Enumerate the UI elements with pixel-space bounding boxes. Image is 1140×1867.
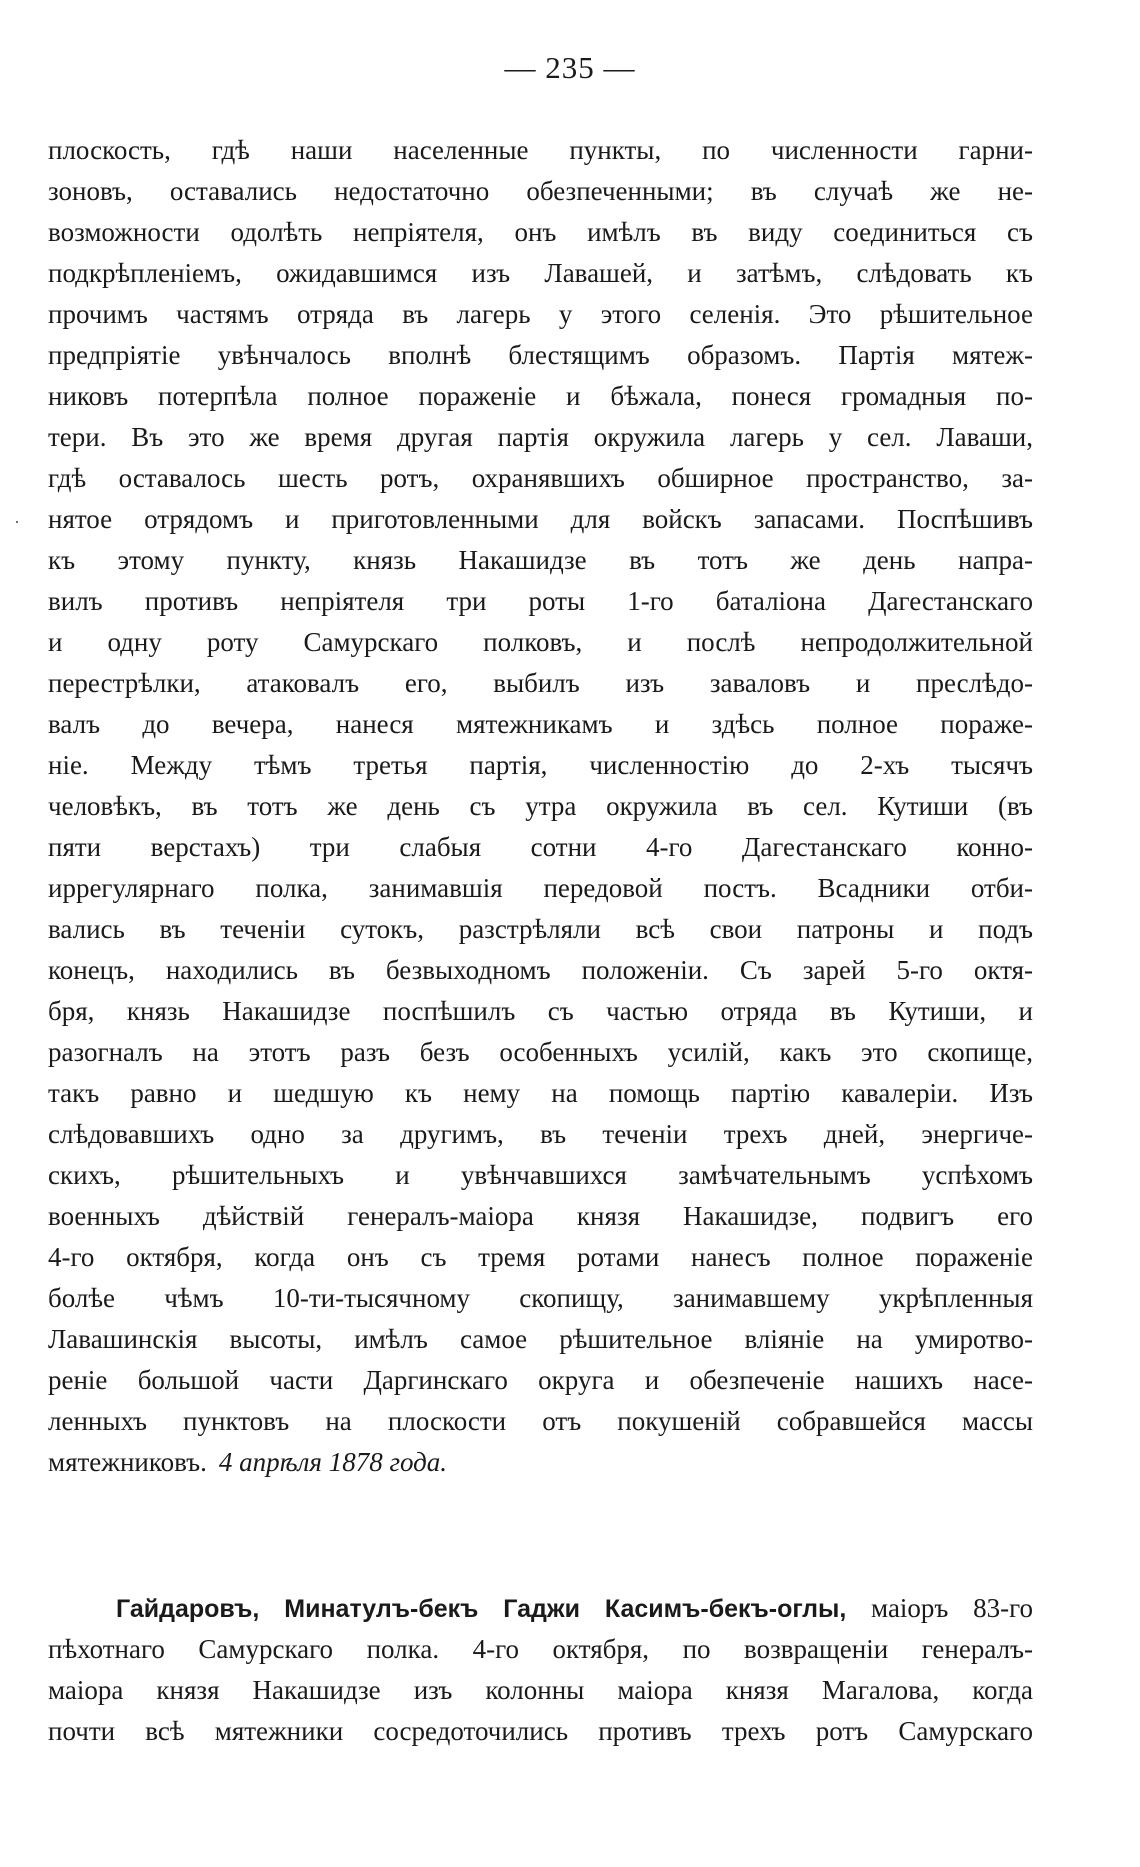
entry-name: Гайдаровъ, Минатулъ-бекъ Гаджи Касимъ-бекъ-оглы, <box>116 1595 847 1623</box>
text-line: перестрѣлки, атаковалъ его, выбилъ изъ заваловъ и преслѣдо- <box>48 668 1033 698</box>
text-line: гдѣ оставалось шесть ротъ, охранявшихъ обширное пространство, за- <box>48 463 1033 493</box>
text-line: зоновъ, оставались недостаточно обезпеченными; въ случаѣ же не- <box>48 176 1033 206</box>
text-line: пѣхотнаго Самурскаго полка. 4-го октября, по возвращеніи генералъ- <box>48 1634 1033 1664</box>
paragraph-continuation <box>48 130 1033 1483</box>
text-line: разогналъ на этотъ разъ безъ особенныхъ усилій, какъ это скопище, <box>48 1037 1033 1067</box>
text-line: подкрѣпленіемъ, ожидавшимся изъ Лавашей, и затѣмъ, слѣдовать къ <box>48 258 1033 288</box>
text-line: ніе. Между тѣмъ третья партія, численностію до 2-хъ тысячъ <box>48 750 1033 780</box>
entry-rank: маіоръ 83-го <box>871 1593 1033 1623</box>
text-line: тери. Въ это же время другая партія окружила лагерь у сел. Лаваши, <box>48 422 1033 452</box>
text-line: къ этому пункту, князь Накашидзе въ тотъ же день напра- <box>48 545 1033 575</box>
text-line: прочимъ частямъ отряда въ лагерь у этого селенія. Это рѣшительное <box>48 299 1033 329</box>
text-line: возможности одолѣть непріятеля, онъ имѣлъ въ виду соединиться съ <box>48 217 1033 247</box>
text-line: слѣдовавшихъ одно за другимъ, въ теченіи трехъ дней, энергиче- <box>48 1119 1033 1149</box>
text-line: конецъ, находились въ безвыходномъ положеніи. Съ зарей 5-го октя- <box>48 955 1033 985</box>
text-line: иррегулярнаго полка, занимавшія передовой постъ. Всадники отби- <box>48 873 1033 903</box>
text-line: никовъ потерпѣла полное пораженіе и бѣжала, понеся громадныя по- <box>48 381 1033 411</box>
text-line: плоскость, гдѣ наши населенные пункты, по численности гарни- <box>48 135 1033 165</box>
text-line: такъ равно и шедшую къ нему на помощь партію кавалеріи. Изъ <box>48 1078 1033 1108</box>
text-line: ленныхъ пунктовъ на плоскости отъ покушеній собравшейся массы <box>48 1406 1033 1436</box>
page-number: — 235 — <box>504 50 636 85</box>
entry-date: 4 апрѣля 1878 года. <box>218 1447 448 1477</box>
text-line: вилъ противъ непріятеля три роты 1-го баталіона Дагестанскаго <box>48 586 1033 616</box>
text-line: нятое отрядомъ и приготовленными для войскъ запасами. Поспѣшивъ <box>48 504 1033 534</box>
text-line: болѣе чѣмъ 10-ти-тысячному скопищу, занимавшему укрѣпленныя <box>48 1283 1033 1313</box>
text-line: реніе большой части Даргинскаго округа и обезпеченіе нашихъ насе- <box>48 1365 1033 1395</box>
text-line: предпріятіе увѣнчалось вполнѣ блестящимъ образомъ. Партія мятеж- <box>48 340 1033 370</box>
entry-first-line <box>48 1588 1033 1629</box>
text-line: вались въ теченіи сутокъ, разстрѣляли всѣ свои патроны и подъ <box>48 914 1033 944</box>
text-line-last <box>48 1442 1033 1483</box>
text-line: маіора князя Накашидзе изъ колонны маіора князя Магалова, когда <box>48 1675 1033 1705</box>
text-line: 4-го октября, когда онъ съ тремя ротами нанесъ полное пораженіе <box>48 1242 1033 1272</box>
text-line: почти всѣ мятежники сосредоточились противъ трехъ ротъ Самурскаго <box>48 1716 1033 1746</box>
closing-word: мятежниковъ. <box>48 1447 207 1477</box>
text-line: Лавашинскія высоты, имѣлъ самое рѣшительное вліяніе на умиротво- <box>48 1324 1033 1354</box>
paragraph-entry <box>48 1588 1033 1752</box>
text-line: пяти верстахъ) три слабыя сотни 4-го Дагестанскаго конно- <box>48 832 1033 862</box>
text-line: скихъ, рѣшительныхъ и увѣнчавшихся замѣчательнымъ успѣхомъ <box>48 1160 1033 1190</box>
text-line: и одну роту Самурскаго полковъ, и послѣ непродолжительной <box>48 627 1033 657</box>
text-line: военныхъ дѣйствій генералъ-маіора князя Накашидзе, подвигъ его <box>48 1201 1033 1231</box>
text-line: валъ до вечера, нанеся мятежникамъ и здѣсь полное пораже- <box>48 709 1033 739</box>
margin-mark: · <box>14 512 20 532</box>
text-line: человѣкъ, въ тотъ же день съ утра окружила въ сел. Кутиши (въ <box>48 791 1033 821</box>
text-line: бря, князь Накашидзе поспѣшилъ съ частью отряда въ Кутиши, и <box>48 996 1033 1026</box>
